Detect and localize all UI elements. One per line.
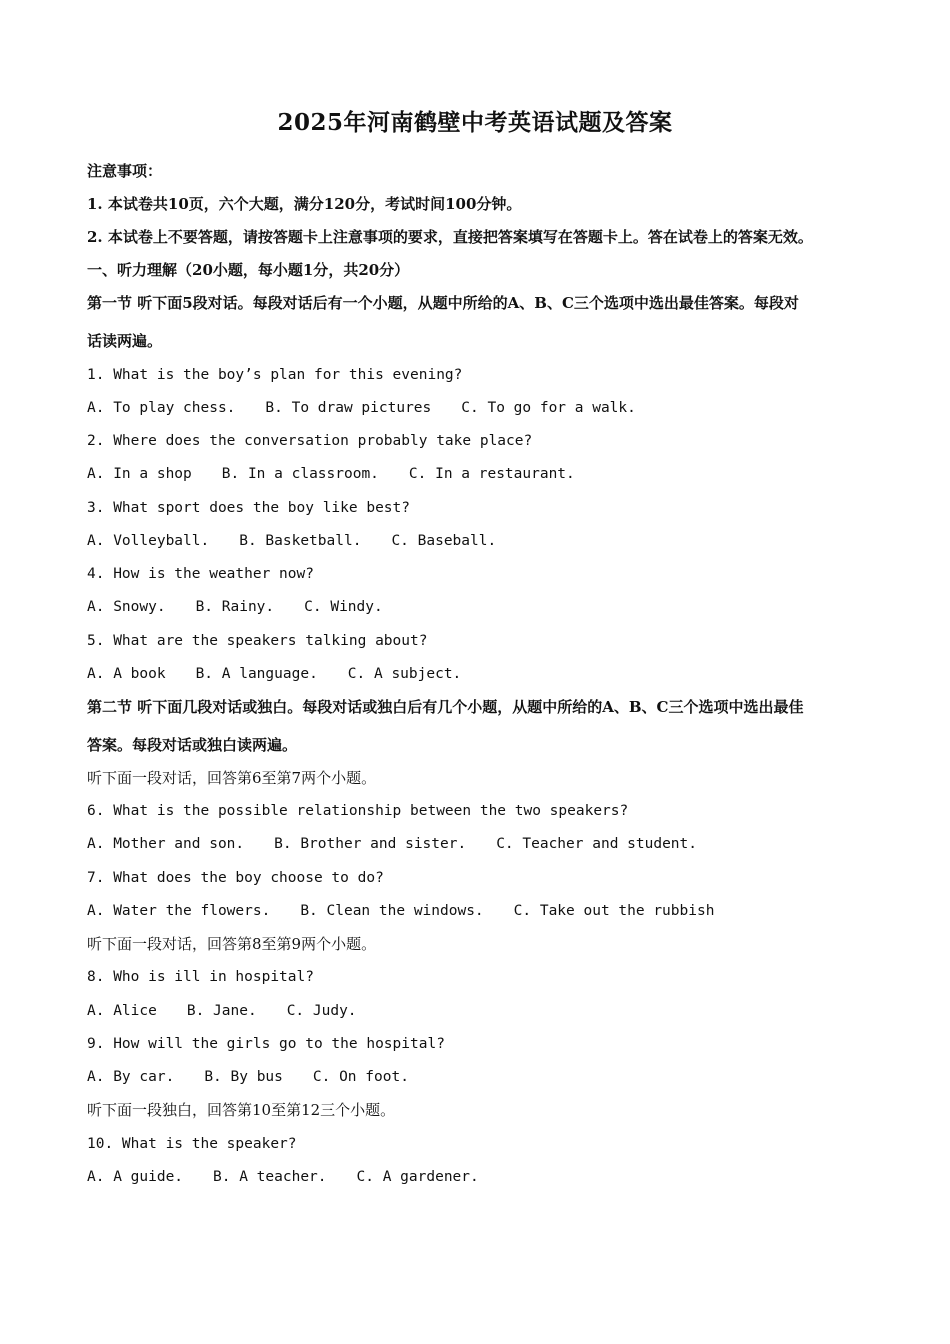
question-4-options [87,597,383,617]
option-a: A. By car. [87,1069,175,1085]
question-1: 1. What is the boy’s plan for this evening? [87,367,463,383]
intro-questions-8-9: 听下面一段对话，回答第8至第9两个小题。 [87,935,377,953]
question-4: 4. How is the weather now? [87,566,314,582]
option-a: A. A book [87,666,166,682]
question-10: 10. What is the speaker? [87,1136,297,1152]
question-7: 7. What does the boy choose to do? [87,870,384,886]
option-a: A. Volleyball. [87,533,210,549]
question-9-options [87,1067,409,1087]
option-b: B. In a classroom. [221,466,379,482]
option-a: A. To play chess. [87,400,236,416]
option-b: B. A teacher. [213,1169,327,1185]
notice-heading: 注意事项： [87,162,163,180]
option-b: B. Rainy. [195,599,275,615]
question-8: 8. Who is ill in hospital? [87,969,314,985]
option-a: A. A guide. [87,1169,184,1185]
question-2-options [87,464,575,484]
option-c: C. Teacher and student. [496,836,697,852]
option-b: B. Jane. [186,1003,257,1019]
option-c: C. On foot. [312,1069,409,1085]
option-b: B. By bus [204,1069,283,1085]
question-5: 5. What are the speakers talking about? [87,633,428,649]
notice-item-1: 1. 本试卷共10页，六个大题，满分120分，考试时间100分钟。 [87,195,522,213]
notice-item-2: 2. 本试卷上不要答题，请按答题卡上注意事项的要求，直接把答案填写在答题卡上。答在试卷上的答案无效。 [87,228,813,246]
section1-instruction-line2: 话读两遍。 [87,332,163,350]
intro-questions-6-7: 听下面一段对话，回答第6至第7两个小题。 [87,769,377,787]
question-2: 2. Where does the conversation probably take place? [87,433,533,449]
question-7-options [87,901,714,921]
option-a: A. Water the flowers. [87,903,271,919]
question-1-options [87,398,636,418]
option-c: C. In a restaurant. [408,466,575,482]
option-a: A. Snowy. [87,599,166,615]
option-b: B. Clean the windows. [300,903,484,919]
section1-instruction-line1: 第一节 听下面5段对话。每段对话后有一个小题，从题中所给的A、B、C三个选项中选出最佳答案。每段对 [87,294,799,312]
option-a: A. In a shop [87,466,192,482]
intro-questions-10-12: 听下面一段独白，回答第10至第12三个小题。 [87,1101,396,1119]
question-3: 3. What sport does the boy like best? [87,500,411,516]
option-c: C. Baseball. [391,533,497,549]
option-a: A. Mother and son. [87,836,245,852]
option-b: B. Brother and sister. [274,836,467,852]
question-9: 9. How will the girls go to the hospital? [87,1036,445,1052]
option-b: B. A language. [195,666,318,682]
part1-heading: 一、听力理解（20小题，每小题1分，共20分） [87,261,410,279]
section2-instruction-line1: 第二节 听下面几段对话或独白。每段对话或独白后有几个小题，从题中所给的A、B、C三个选项中选出最佳 [87,698,804,716]
question-5-options [87,664,461,684]
section2-instruction-line2: 答案。每段对话或独白读两遍。 [87,736,298,754]
question-8-options [87,1001,357,1021]
option-c: C. A gardener. [356,1169,479,1185]
question-6-options [87,834,697,854]
option-c: C. Judy. [286,1003,357,1019]
question-10-options [87,1167,479,1187]
option-c: C. Windy. [304,599,383,615]
option-a: A. Alice [87,1003,157,1019]
option-b: B. Basketball. [239,533,362,549]
question-6: 6. What is the possible relationship between the two speakers? [87,803,629,819]
question-3-options [87,531,496,551]
option-c: C. Take out the rubbish [513,903,715,919]
option-b: B. To draw pictures [265,400,432,416]
option-c: C. A subject. [347,666,462,682]
page-title: 2025年河南鹤壁中考英语试题及答案 [277,109,673,136]
option-c: C. To go for a walk. [461,400,636,416]
